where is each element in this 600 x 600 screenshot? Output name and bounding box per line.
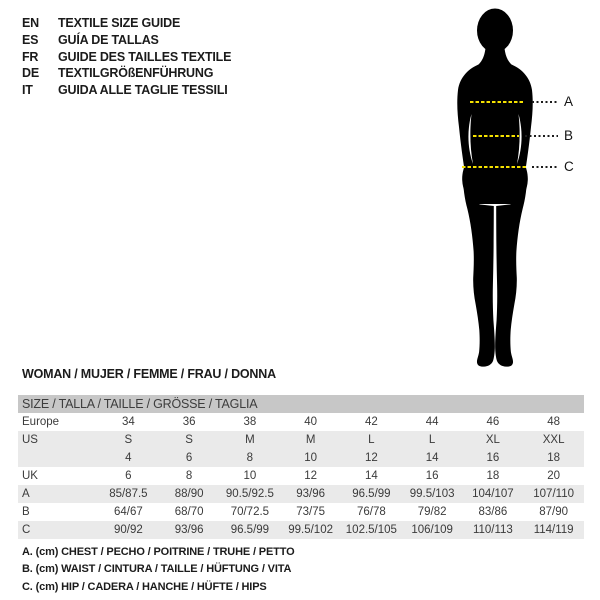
size-table-header: SIZE / TALLA / TAILLE / GRÖSSE / TAGLIA: [18, 395, 584, 413]
size-cell: 85/87.5: [109, 488, 148, 500]
size-cell: 96.5/99: [230, 524, 270, 536]
size-cell: 18: [486, 470, 500, 482]
size-cell: 46: [486, 416, 500, 428]
language-row: [22, 65, 231, 82]
size-cell: 14: [364, 470, 378, 482]
size-cell: 16: [486, 452, 500, 464]
size-cell: 102.5/105: [345, 524, 397, 536]
size-cell: 6: [185, 452, 193, 464]
size-cell: 110/113: [472, 524, 513, 536]
size-cell: M: [305, 434, 316, 446]
size-table-row: [18, 485, 584, 503]
hip-line-dashed: [462, 166, 527, 168]
table-title: WOMAN / MUJER / FEMME / FRAU / DONNA: [22, 367, 276, 381]
size-table-rows: [18, 413, 584, 539]
size-cell: 114/119: [533, 524, 574, 536]
guide-title: GUIDE DES TAILLES TEXTILE: [58, 49, 232, 64]
legend-line: C. (cm) HIP / CADERA / HANCHE / HÜFTE / HIPS: [22, 580, 267, 593]
hip-line-dotted: [532, 166, 558, 168]
size-cell: 36: [182, 416, 196, 428]
size-table-row: [18, 503, 584, 521]
measure-legend: [22, 544, 295, 596]
size-cell: 90/92: [113, 524, 143, 536]
size-table-row: [18, 449, 584, 467]
size-cell: 16: [425, 470, 439, 482]
guide-title: TEXTILE SIZE GUIDE: [58, 16, 181, 31]
guide-title: GUÍA DE TALLAS: [58, 33, 159, 48]
guide-title: GUIDA ALLE TAGLIE TESSILI: [58, 83, 228, 98]
size-cell: XL: [485, 434, 500, 446]
size-cell: 70/72.5: [230, 506, 270, 518]
size-cell: L: [428, 434, 436, 446]
language-code: EN: [22, 16, 39, 31]
waist-line-dotted: [525, 135, 558, 137]
size-cell: 93/96: [296, 488, 326, 500]
size-cell: 99.5/103: [409, 488, 455, 500]
language-title-block: [22, 15, 231, 98]
size-cell: 96.5/99: [352, 488, 391, 500]
size-cell: 6: [125, 470, 132, 482]
size-cell: 34: [121, 416, 135, 428]
language-row: [22, 32, 231, 49]
row-label: UK: [22, 470, 38, 482]
row-label: Europe: [22, 416, 60, 428]
size-cell: 73/75: [296, 506, 326, 518]
size-cell: 8: [246, 452, 254, 464]
chest-line-dashed: [470, 101, 523, 103]
size-cell: 18: [547, 452, 561, 464]
row-label: B: [22, 506, 30, 518]
size-table-row: [18, 431, 584, 449]
size-cell: 99.5/102: [288, 524, 333, 536]
size-table-row: [18, 467, 584, 485]
hip-marker-label: C: [564, 159, 574, 174]
size-cell: 12: [364, 452, 378, 464]
size-cell: 10: [243, 470, 257, 482]
size-cell: 48: [547, 416, 561, 428]
size-cell: 104/107: [472, 488, 514, 500]
language-row: [22, 15, 231, 32]
legend-line: B. (cm) WAIST / CINTURA / TAILLE / HÜFTUNG / VITA: [22, 563, 292, 576]
waist-line-dashed: [473, 135, 519, 137]
language-code: IT: [22, 83, 33, 98]
size-cell: 10: [304, 452, 318, 464]
size-cell: 107/110: [533, 488, 574, 500]
woman-silhouette: [440, 8, 550, 368]
size-cell: XXL: [542, 434, 565, 446]
size-cell: M: [245, 434, 255, 446]
chest-marker-label: A: [564, 94, 574, 109]
row-label: US: [22, 434, 38, 446]
size-table-row: [18, 521, 584, 539]
size-cell: 44: [425, 416, 439, 428]
size-cell: 76/78: [356, 506, 386, 518]
size-cell: 42: [364, 416, 378, 428]
row-label: [18, 449, 98, 467]
language-row: [22, 48, 231, 65]
row-label: C: [22, 524, 31, 536]
size-cell: 20: [547, 470, 561, 482]
language-code: ES: [22, 33, 39, 48]
chest-line-dotted: [532, 101, 558, 103]
size-cell: 8: [185, 470, 193, 482]
guide-title: TEXTILGRÖßENFÜHRUNG: [58, 66, 214, 81]
size-cell: S: [185, 434, 193, 446]
language-row: [22, 82, 231, 99]
legend-line: A. (cm) CHEST / PECHO / POITRINE / TRUHE / PETTO: [22, 546, 295, 558]
size-cell: 106/109: [411, 524, 453, 536]
size-cell: 83/86: [478, 506, 508, 518]
size-cell: 4: [125, 452, 132, 464]
size-cell: 90.5/92.5: [225, 488, 274, 500]
size-cell: L: [368, 434, 375, 446]
language-code: FR: [22, 49, 39, 64]
size-cell: 88/90: [174, 488, 204, 500]
size-cell: 40: [304, 416, 318, 428]
size-cell: S: [124, 434, 133, 446]
size-cell: 93/96: [174, 524, 204, 536]
language-code: DE: [22, 66, 39, 81]
size-cell: 64/67: [113, 506, 143, 518]
size-cell: 79/82: [417, 506, 447, 518]
size-cell: 68/70: [174, 506, 204, 518]
size-cell: 12: [304, 470, 318, 482]
size-table-row: [18, 413, 584, 431]
row-label: A: [22, 488, 30, 500]
size-cell: 87/90: [539, 506, 569, 518]
waist-marker-label: B: [564, 128, 574, 143]
size-cell: 14: [425, 452, 439, 464]
size-cell: 38: [243, 416, 257, 428]
